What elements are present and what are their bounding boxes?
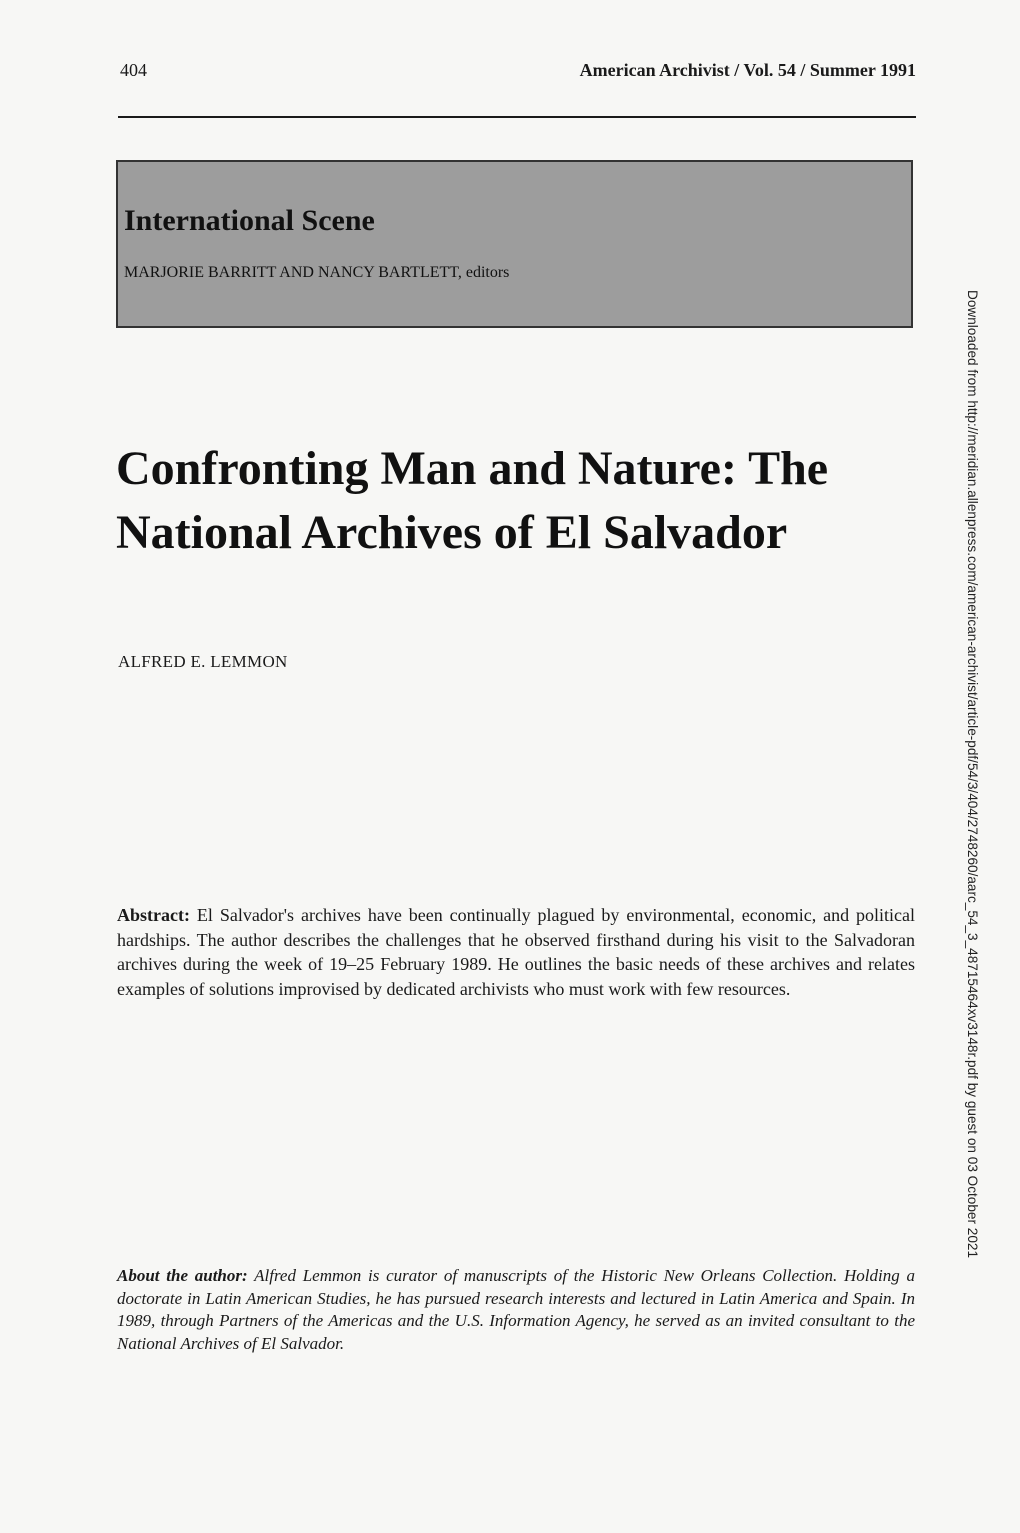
abstract-text: El Salvador's archives have been continually plagued by environmental, economic, and political hardships. The author describes the challenges that he observed firsthand during his visit to the Salvadoran archives during the week of 19–25 February 1989. He outlines the basic needs of these archives and relates examples of solutions improvised by dedicated archivists who must work with few resources. [117,905,915,999]
header-rule [118,116,916,118]
article-title: Confronting Man and Nature: The National Archives of El Salvador [116,442,829,559]
section-banner [116,160,913,328]
abstract-label: Abstract: [117,905,190,925]
section-title: International Scene [124,204,375,237]
page-number: 404 [120,60,147,80]
download-notice: Downloaded from http://meridian.allenpress.com/american-archivist/article-pdf/54/3/404/2748260/aarc_54_3_48715464xv3148r.pdf by guest on 03 October 2021 [965,290,980,1259]
article-author: ALFRED E. LEMMON [118,652,288,671]
about-the-author-text: Alfred Lemmon is curator of manuscripts of the Historic New Orleans Collection. Holding a doctorate in Latin American Studies, he has pursued research interests and lectured in Latin America and Spain. In 1989, through Partners of the Americas and the U.S. Information Agency, he served as an invited consultant to the National Archives of El Salvador. [117,1266,915,1353]
running-head: American Archivist / Vol. 54 / Summer 1991 [579,60,916,80]
about-the-author [117,1265,915,1355]
section-editors: MARJORIE BARRITT AND NANCY BARTLETT, editors [124,264,510,281]
abstract [117,903,915,1001]
about-the-author-label: About the author: [117,1266,248,1285]
